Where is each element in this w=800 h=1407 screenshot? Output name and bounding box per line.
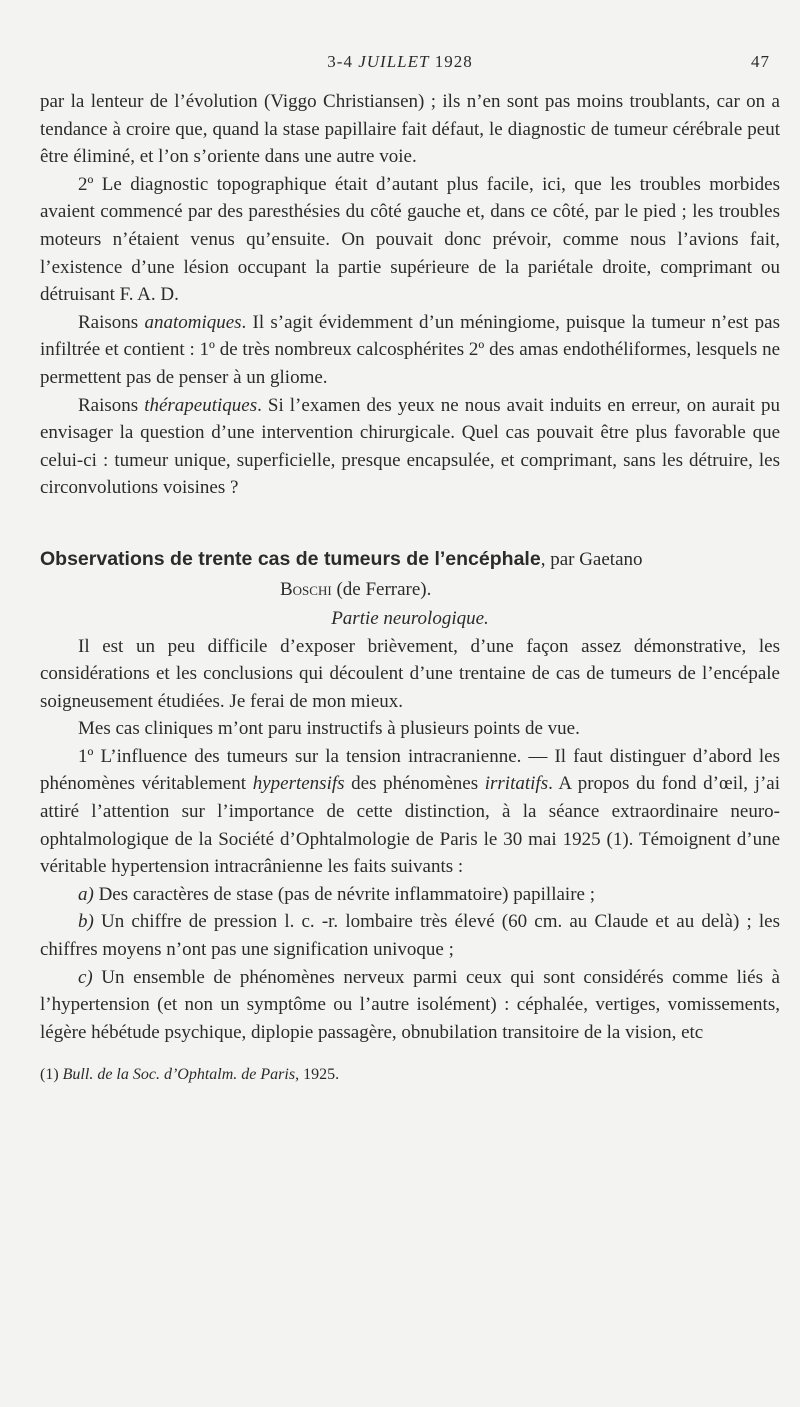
article-title (40, 544, 780, 605)
author-name: Boschi (280, 578, 332, 600)
list-item (40, 881, 780, 909)
list-label: b) (78, 911, 94, 933)
footnote-gap (40, 1046, 780, 1064)
paragraph (40, 309, 780, 392)
article-title-par: , par Gaetano (540, 548, 643, 570)
paragraph: Mes cas cliniques m’ont paru instructifs à plusieurs points de vue. (78, 718, 580, 740)
footnote-year: , 1925. (295, 1066, 340, 1084)
emphasis: thérapeutiques (144, 394, 258, 416)
paragraph-lead: Raisons (78, 311, 145, 333)
header-month: JUILLET (358, 52, 430, 71)
paragraph-text: 1º L’influence des tumeurs sur la tension intracranienne. — Il faut distinguer d’abord les phénomènes véritablement (40, 745, 780, 795)
header-days: 3-4 (327, 52, 353, 71)
paragraph (40, 392, 780, 502)
paragraph: Il est un peu difficile d’exposer brièvement, d’une façon assez démonstrative, les considérations et les conclusions qui découlent d’une trentaine de cas de tumeurs de l’encépale soigneusement étudiées. Je ferai de mon mieux. (40, 635, 780, 712)
header-year: 1928 (434, 52, 473, 71)
paragraph-text: des phénomènes (344, 773, 485, 795)
article-author-line (40, 575, 780, 605)
paragraph: par la lenteur de l’évolution (Viggo Christiansen) ; ils n’en sont pas moins troublants, car on a tendance à croire que, quand la stase papillaire fait défaut, le diagnostic de tumeur cérébrale peut être éliminé, et l’on s’oriente dans une autre voie. (40, 91, 780, 168)
footnote-citation: Bull. de la Soc. d’Ophtalm. de Paris (62, 1066, 296, 1084)
list-item (40, 908, 780, 963)
list-text: Des caractères de stase (pas de névrite inflammatoire) papillaire ; (93, 883, 595, 905)
emphasis: hypertensifs (252, 773, 345, 795)
paragraph-text: . Si l’examen des yeux ne nous avait induits en erreur, on aurait pu envisager la question d’une intervention chirurgicale. Quel cas pouvait être plus favorable que celui-ci : tumeur unique, superficielle, presque encapsulée, et comprimant, sans les détruire, les circonvolutions voisines ? (40, 394, 780, 499)
list-item (40, 964, 780, 1047)
list-label: c) (78, 966, 93, 988)
author-city: (de Ferrare). (331, 578, 432, 600)
section-gap (40, 502, 780, 544)
paragraph: 2º Le diagnostic topographique était d’autant plus facile, ici, que les troubles morbides avaient commencé par des paresthésies du côté gauche et, dans ce côté, par le pied ; les troubles moteurs n’étaient venus qu’ensuite. On pouvait donc prévoir, comme nous l’avions fait, l’existence d’une lésion occupant la partie supérieure de la pariétale droite, comprimant ou détruisant F. A. D. (40, 173, 780, 306)
paragraph (40, 743, 780, 881)
paragraph-lead: Raisons (78, 394, 145, 416)
list-text: Un chiffre de pression l. c. -r. lombaire très élevé (60 cm. au Claude et au delà) ; les chiffres moyens n’ont pas une signification univoque ; (40, 911, 780, 961)
paragraph-text: . A propos du fond d’œil, j’ai attiré l’attention sur l’importance de cette distinction, à la séance extraordinaire neuro-ophtalmologique de la Société d’Ophtalmologie de Paris le 30 mai 1925 (1). Témoignent d’une véritable hypertension intracrânienne les faits suivants : (40, 773, 780, 878)
running-title (0, 52, 800, 72)
list-text: Un ensemble de phénomènes nerveux parmi ceux qui sont considérés comme liés à l’hypertension (et non un symptôme ou l’autre isolément) : céphalée, vertiges, vomissements, légère hébétude psychique, diplopie passagère, obnubilation transitoire de la vision, etc (40, 966, 780, 1043)
article-title-bold: Observations de trente cas de tumeurs de l’encéphale (40, 547, 541, 570)
body-text (40, 88, 780, 1086)
emphasis: irritatifs (484, 773, 549, 795)
list-label: a) (78, 883, 94, 905)
running-header (0, 52, 800, 78)
footnote (40, 1064, 780, 1086)
emphasis: anatomiques (144, 311, 242, 333)
paragraph-text: . Il s’agit évidemment d’un méningiome, puisque la tumeur n’est pas infiltrée et contient : 1º de très nombreux calcosphérites 2º des amas endothéliformes, lesquels ne permettent pas de penser à un gliome. (40, 311, 780, 388)
page-number: 47 (751, 52, 770, 71)
footnote-marker: (1) (40, 1066, 59, 1084)
section-heading: Partie neurologique. (331, 607, 489, 629)
